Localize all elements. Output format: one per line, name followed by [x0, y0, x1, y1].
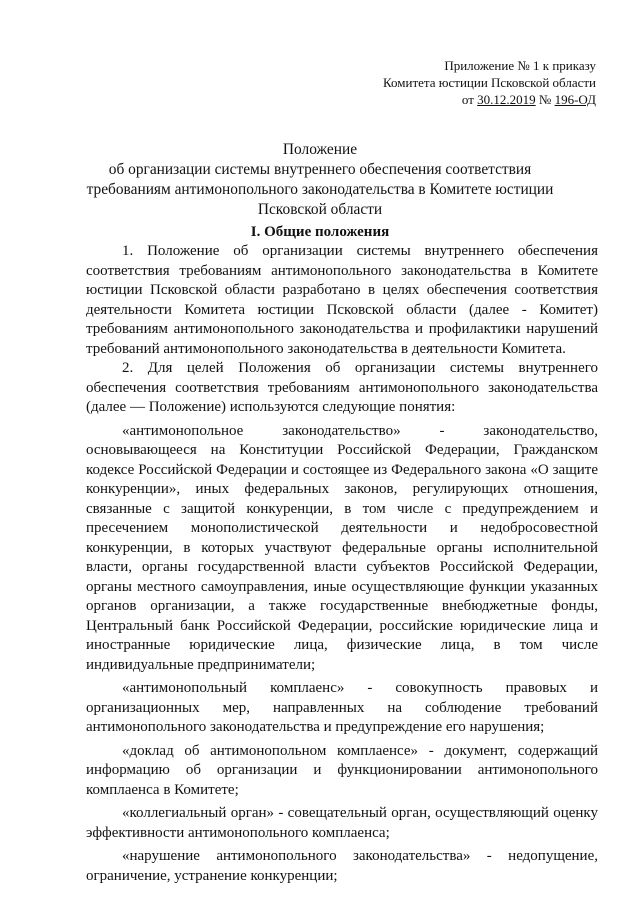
appendix-date-prefix: от: [461, 92, 474, 107]
title-line-4: Псковской области: [257, 201, 383, 218]
appendix-number-sign: №: [538, 92, 552, 107]
section-heading: I. Общие положения: [250, 224, 390, 240]
definition-antimonopoly-compliance: «антимонопольный комплаенс» - совокупность правовых и организационных мер, направленных на соблюдение требований антимонопольного законодательства и предупреждение его нарушения;: [86, 680, 598, 735]
appendix-block: [383, 57, 596, 108]
title-line-1: Положение: [282, 141, 358, 158]
section-body: [86, 242, 598, 886]
appendix-line-2: Комитета юстиции Псковской области: [383, 75, 596, 90]
appendix-date: 30.12.2019: [477, 92, 536, 107]
document-title: [60, 140, 580, 220]
title-line-3: требованиям антимонопольного законодательства в Комитете юстиции: [86, 181, 554, 198]
appendix-number: 196-ОД: [554, 92, 596, 107]
paragraph-2: 2. Для целей Положения об организации системы внутреннего обеспечения соответствия требованиям антимонопольного законодательства (далее — Положение) используются следующие понятия:: [86, 360, 598, 415]
appendix-line-3: [383, 91, 596, 108]
appendix-line-1: Приложение № 1 к приказу: [444, 58, 596, 73]
definition-antimonopoly-law: «антимонопольное законодательство» - законодательство, основывающееся на Конституции Российской Федерации, Гражданском кодексе Российской Федерации и состоящее из Федерального закона «О защите конкуренции», иных федеральных законов, регулирующих отношения, связанные с защитой конкуренции, в том числе с предупреждением и пресечением монополистической деятельности и недобросовестной конкуренции, в которых участвуют федеральные органы исполнительной власти, органы государственной власти субъектов Российской Федерации, органы местного самоуправления, иные осуществляющие функции указанных органов организации, а также государственные внебюджетные фонды, Центральный банк Российской Федерации, российские юридические лица и иностранные юридические лица, физические лица, в том числе индивидуальные предприниматели;: [86, 422, 598, 673]
definition-compliance-report: «доклад об антимонопольном комплаенсе» - документ, содержащий информацию об организации и функционировании антимонопольного комплаенса в Комитете;: [86, 742, 598, 798]
paragraph-1: 1. Положение об организации системы внутреннего обеспечения соответствия требованиям антимонопольного законодательства в Комитете юстиции Псковской области разработано в целях обеспечения соответствия деятельности Комитета юстиции Псковской области (далее - Комитет) требованиям антимонопольного законодательства и профилактики нарушений требований антимонопольного законодательства в деятельности Комитета.: [86, 243, 598, 357]
definition-collegial-body: «коллегиальный орган» - совещательный орган, осуществляющий оценку эффективности антимонопольного комплаенса;: [86, 805, 598, 841]
definition-violation: «нарушение антимонопольного законодательства» - недопущение, ограничение, устранение конкуренции;: [86, 848, 598, 884]
title-line-2: об организации системы внутреннего обеспечения соответствия: [108, 161, 532, 178]
